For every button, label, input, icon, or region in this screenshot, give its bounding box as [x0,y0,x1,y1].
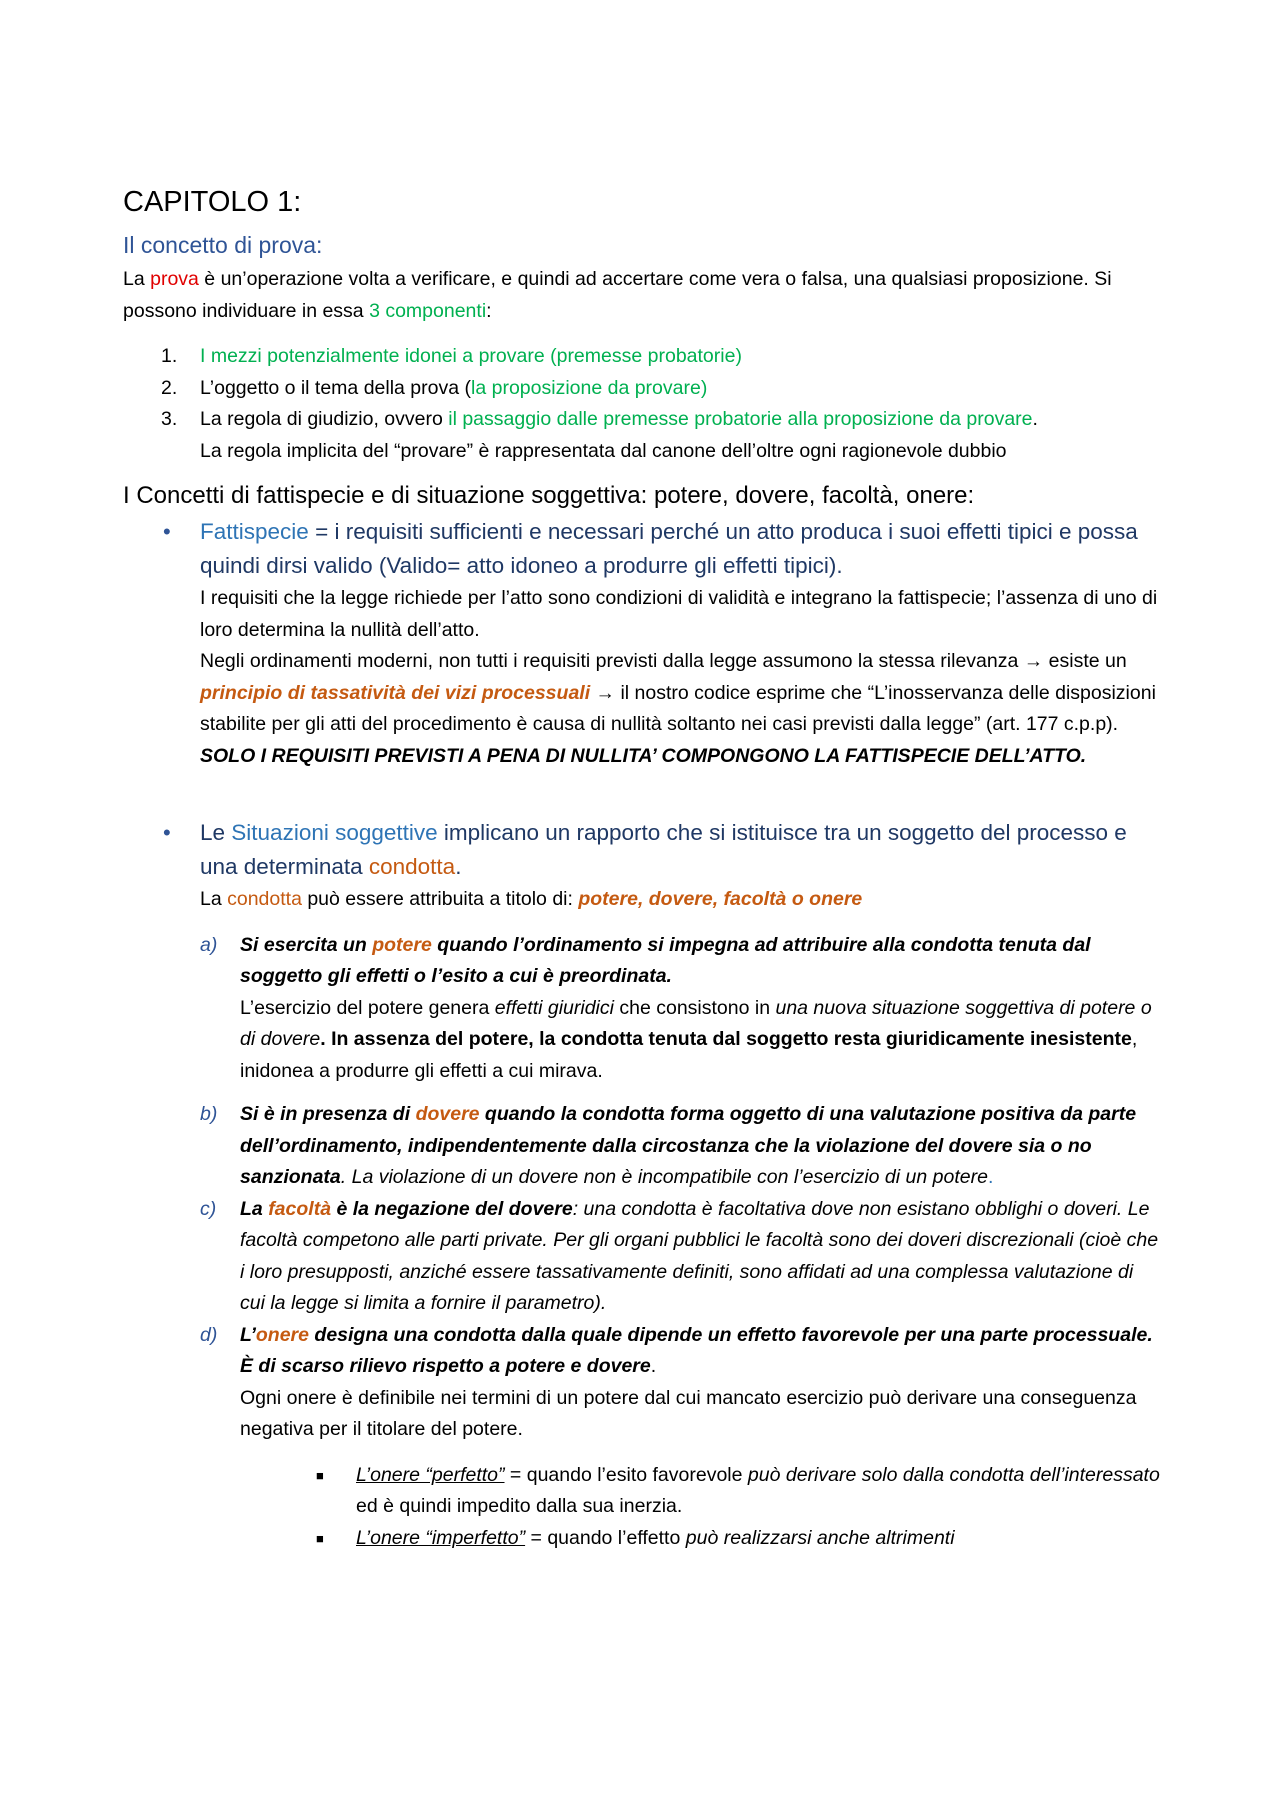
item-potere: a) Si esercita un potere quando l’ordinamento si impegna ad attribuire alla condotta tenuta dal soggetto gli effetti o l’esito a cui è preordinata. L’esercizio del potere genera effetti giuridici che consistono in una nuova situazione soggettiva di potere o di dovere. In assenza del potere, la condotta tenuta dal soggetto resta giuridicamente inesistente, inidonea a produrre gli effetti a cui mirava. [200,933,1152,1082]
square-bullet-icon: ■ [316,1530,324,1546]
section-title-concetti: I Concetti di fattispecie e di situazione soggettiva: potere, dovere, facoltà, onere: [123,482,975,509]
bullet-fattispecie: • Fattispecie = i requisiti sufficienti e necessari perché un atto produca i suoi effetti tipici e possa quindi dirsi valido (Valido= atto idoneo a produrre gli effetti tipici). I requisiti che la legge richiede per l’atto sono condizioni di validità e integrano la fattispecie; l’assenza di uno di loro determina la nullità dell’atto. Negli ordinamenti moderni, non tutti i requisiti previsti dalla legge assumono la stessa rilevanza → esiste un principio di tassatività dei vizi processuali → il nostro codice esprime che “L’inosservanza delle disposizioni stabilite per gli atti del procedimento è causa di nullità soltanto nei casi previsti dalla legge” (art. 177 c.p.p). SOLO I REQUISITI PREVISTI A PENA DI NULLITA’ COMPONGONO LA FATTISPECIE DELL’ATTO. [123,515,1163,772]
keyword-prova: prova [150,268,199,290]
square-bullet-icon: ■ [316,1467,324,1483]
keyword-components: 3 componenti [369,299,487,322]
bullet-situazioni: • Le Situazioni soggettive implicano un rapporto che si istituisce tra un soggetto del processo e una determinata condotta. La condotta può essere attribuita a titolo di: potere, dovere, facoltà o onere [123,816,1163,916]
chapter-title: CAPITOLO 1: [123,186,302,218]
subitem-onere-imperfetto: ■ L’onere “imperfetto” = quando l’effetto può realizzarsi anche altrimenti [123,1523,1163,1555]
list-item: 3. La regola di giudizio, ovvero il passaggio dalle premesse probatorie alla proposizione da provare. La regola implicita del “provare” è rappresentata dal canone dell’oltre ogni ragionevole dubbio [161,408,1038,462]
bullet-icon: • [163,820,171,845]
components-list [123,341,1163,467]
item-dovere: b) Si è in presenza di dovere quando la condotta forma oggetto di una valutazione positiva da parte dell’ordinamento, indipendentemente dalla circostanza che la violazione del dovere sia o no sanzionata. La violazione di un dovere non è incompatibile con l’esercizio di un potere. [200,1103,1137,1188]
subitem-onere-perfetto: ■ L’onere “perfetto” = quando l’esito favorevole può derivare solo dalla condotta dell’interessato ed è quindi impedito dalla sua inerzia. [123,1460,1163,1523]
bullet-icon: • [163,519,171,544]
section-title-prova: Il concetto di prova: [123,232,323,258]
intro-paragraph: La prova è un’operazione volta a verificare, e quindi ad accertare come vera o falsa, una qualsiasi proposizione. Si possono individuare in essa 3 componenti: [123,268,1112,322]
list-item: 1. I mezzi potenzialmente idonei a provare (premesse probatorie) [161,345,742,367]
keyword-situazioni: Situazioni soggettive [231,820,438,845]
keyword-fattispecie: Fattispecie [200,519,309,544]
document-body [123,178,1163,1554]
item-onere: d) L’onere designa una condotta dalla quale dipende un effetto favorevole per una parte processuale. È di scarso rilievo rispetto a potere e dovere. Ogni onere è definibile nei termini di un potere dal cui mancato esercizio può derivare una conseguenza negativa per il titolare del potere. [200,1323,1153,1440]
list-item: 2. L’oggetto o il tema della prova (la proposizione da provare) [161,376,708,399]
item-facolta: c) La facoltà è la negazione del dovere: una condotta è facoltativa dove non esistano obblighi o doveri. Le facoltà competono alle parti private. Per gli organi pubblici le facoltà sono dei doveri discrezionali (cioè che i loro presupposti, anziché essere tassativamente definiti, sono affidati ad una complessa valutazione di cui la legge si limita a fornire il parametro). [200,1197,1159,1314]
